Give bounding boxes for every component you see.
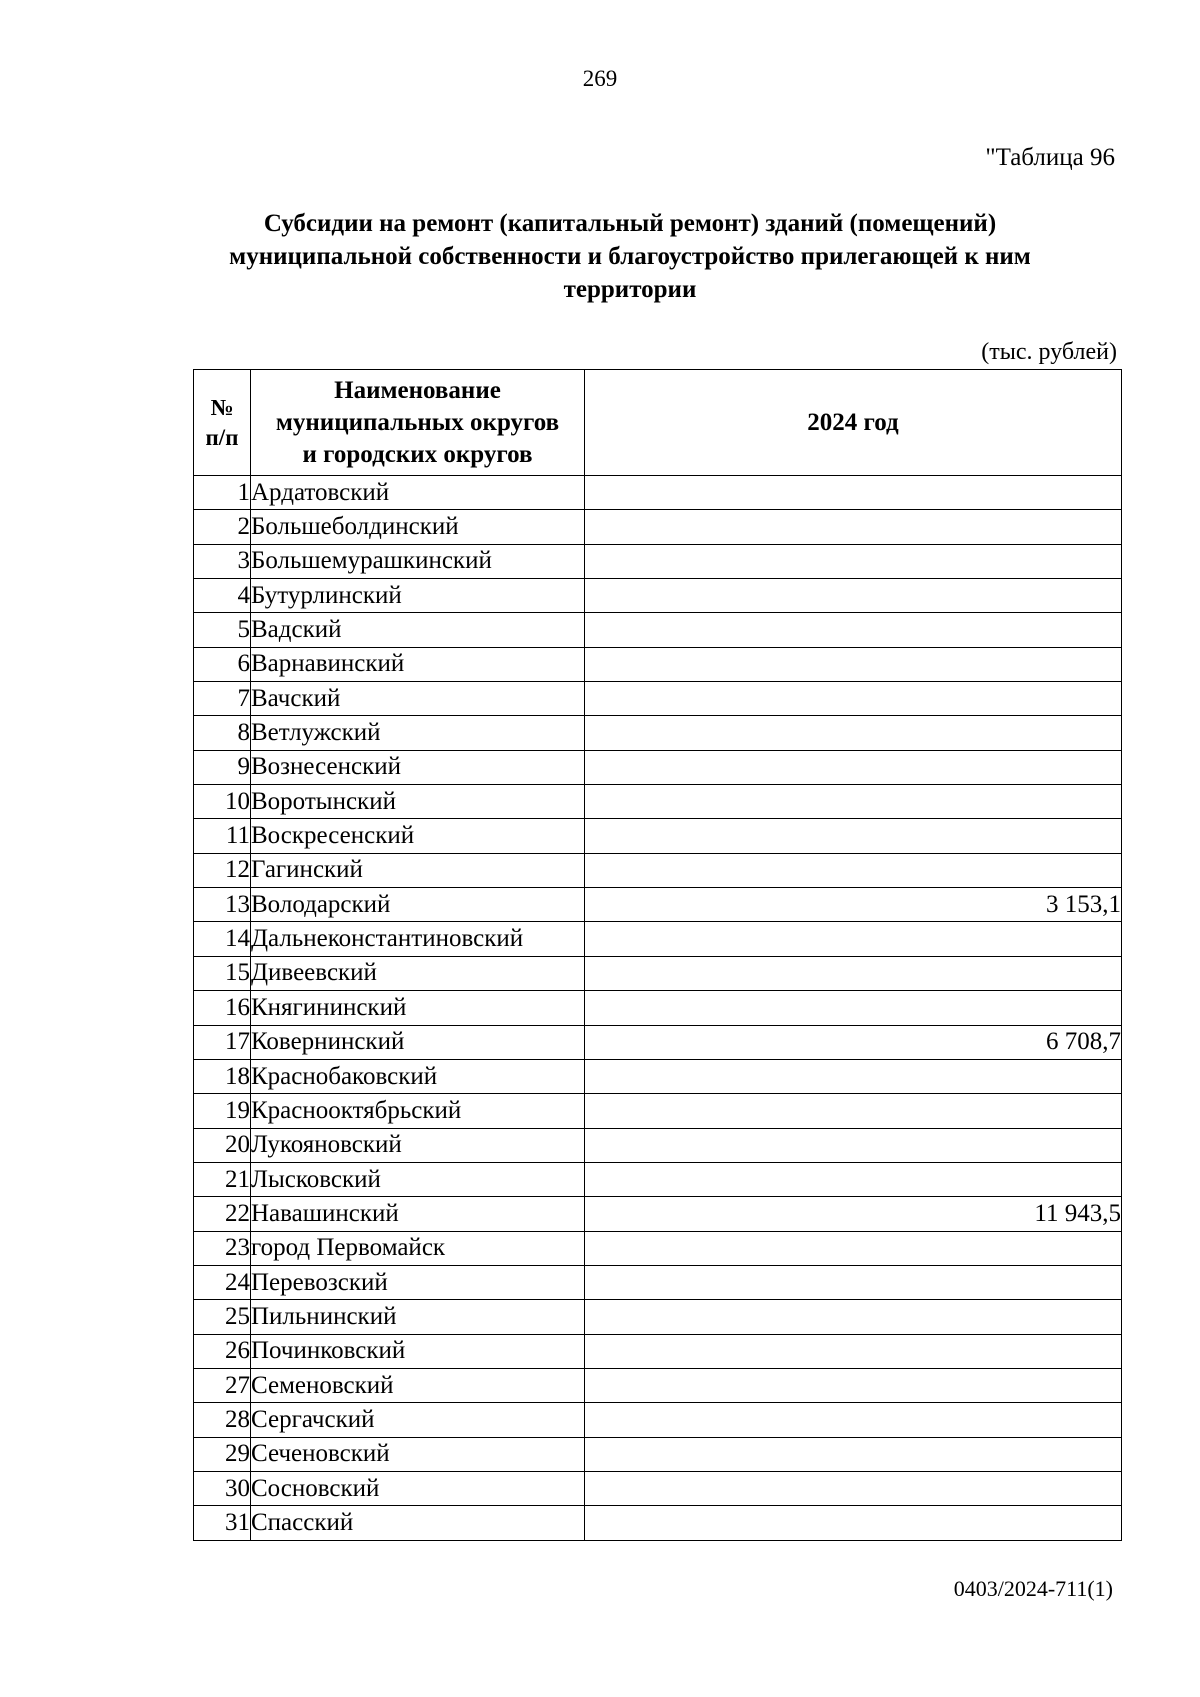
row-number: 20: [194, 1128, 251, 1162]
row-value: [585, 716, 1122, 750]
row-number: 25: [194, 1300, 251, 1334]
row-name: Вознесенский: [251, 750, 585, 784]
table-row: [194, 1059, 1122, 1093]
row-name: Сеченовский: [251, 1437, 585, 1471]
table-row: [194, 956, 1122, 990]
row-name: Семеновский: [251, 1368, 585, 1402]
subsidies-table: [193, 369, 1122, 1541]
row-value: [585, 682, 1122, 716]
row-number: 16: [194, 991, 251, 1025]
row-name: Навашинский: [251, 1197, 585, 1231]
row-value: [585, 1471, 1122, 1505]
table-row: [194, 1128, 1122, 1162]
row-name: Воротынский: [251, 785, 585, 819]
row-value: [585, 991, 1122, 1025]
header-name-line-1: Наименование: [334, 376, 501, 404]
row-number: 19: [194, 1094, 251, 1128]
row-value: [585, 922, 1122, 956]
row-value: [585, 1162, 1122, 1196]
header-number-line-1: №: [210, 394, 234, 420]
row-name: Княгининский: [251, 991, 585, 1025]
header-number-line-2: п/п: [205, 424, 239, 450]
table-row: [194, 647, 1122, 681]
row-value: [585, 579, 1122, 613]
row-number: 14: [194, 922, 251, 956]
title-line-3: территории: [563, 276, 697, 303]
header-number: [194, 370, 251, 476]
row-value: [585, 750, 1122, 784]
header-name-line-2: муниципальных округов: [275, 408, 560, 436]
table-row: [194, 1334, 1122, 1368]
row-name: Починковский: [251, 1334, 585, 1368]
row-name: Дивеевский: [251, 956, 585, 990]
row-number: 3: [194, 544, 251, 578]
table-row: [194, 750, 1122, 784]
row-value: [585, 819, 1122, 853]
document-title: [140, 207, 1120, 306]
table-row: [194, 888, 1122, 922]
row-number: 12: [194, 853, 251, 887]
row-value: [585, 956, 1122, 990]
row-name: Володарский: [251, 888, 585, 922]
table-row: [194, 1300, 1122, 1334]
row-value: [585, 1231, 1122, 1265]
table-caption: "Таблица 96: [985, 144, 1115, 171]
table-row: [194, 819, 1122, 853]
row-name: город Первомайск: [251, 1231, 585, 1265]
row-number: 5: [194, 613, 251, 647]
page-number: 269: [582, 66, 618, 91]
table-row: [194, 1231, 1122, 1265]
table-row: [194, 991, 1122, 1025]
row-number: 29: [194, 1437, 251, 1471]
row-name: Гагинский: [251, 853, 585, 887]
row-number: 18: [194, 1059, 251, 1093]
table-row: [194, 922, 1122, 956]
table-row: [194, 716, 1122, 750]
row-name: Спасский: [251, 1506, 585, 1540]
row-value: [585, 647, 1122, 681]
row-value: [585, 853, 1122, 887]
row-number: 8: [194, 716, 251, 750]
row-number: 24: [194, 1265, 251, 1299]
row-name: Ковернинский: [251, 1025, 585, 1059]
row-number: 7: [194, 682, 251, 716]
row-number: 9: [194, 750, 251, 784]
row-value: [585, 1265, 1122, 1299]
row-value: [585, 1334, 1122, 1368]
row-number: 11: [194, 819, 251, 853]
row-value: 11 943,5: [585, 1197, 1122, 1231]
row-name: Перевозский: [251, 1265, 585, 1299]
row-value: [585, 544, 1122, 578]
table-row: [194, 853, 1122, 887]
row-name: Вадский: [251, 613, 585, 647]
row-value: [585, 510, 1122, 544]
units-label: (тыс. рублей): [981, 339, 1117, 365]
title-line-1: Субсидии на ремонт (капитальный ремонт) зданий (помещений): [263, 210, 997, 237]
table-row: [194, 476, 1122, 510]
table-row: [194, 682, 1122, 716]
table-row: [194, 1368, 1122, 1402]
row-value: [585, 476, 1122, 510]
row-name: Краснобаковский: [251, 1059, 585, 1093]
table-row: [194, 1197, 1122, 1231]
row-name: Лукояновский: [251, 1128, 585, 1162]
table-header-row: [194, 370, 1122, 476]
row-number: 22: [194, 1197, 251, 1231]
table-row: [194, 1403, 1122, 1437]
row-name: Большеболдинский: [251, 510, 585, 544]
table-row: [194, 1162, 1122, 1196]
row-name: Лысковский: [251, 1162, 585, 1196]
row-value: [585, 1506, 1122, 1540]
title-line-2: муниципальной собственности и благоустройство прилегающей к ним: [229, 243, 1031, 270]
table-row: [194, 1437, 1122, 1471]
header-name: [251, 370, 585, 476]
document-code: 0403/2024-711(1): [953, 1576, 1113, 1601]
row-name: Воскресенский: [251, 819, 585, 853]
row-value: [585, 1128, 1122, 1162]
table-row: [194, 1025, 1122, 1059]
row-number: 4: [194, 579, 251, 613]
table-body: [194, 476, 1122, 1541]
row-number: 26: [194, 1334, 251, 1368]
table-row: [194, 1265, 1122, 1299]
row-name: Бутурлинский: [251, 579, 585, 613]
row-number: 30: [194, 1471, 251, 1505]
row-number: 31: [194, 1506, 251, 1540]
table-row: [194, 1471, 1122, 1505]
row-number: 23: [194, 1231, 251, 1265]
row-value: [585, 1368, 1122, 1402]
row-number: 27: [194, 1368, 251, 1402]
row-value: [585, 1437, 1122, 1471]
row-name: Ардатовский: [251, 476, 585, 510]
row-value: [585, 1403, 1122, 1437]
row-number: 17: [194, 1025, 251, 1059]
table-row: [194, 579, 1122, 613]
header-year: 2024 год: [585, 370, 1122, 476]
row-number: 1: [194, 476, 251, 510]
table-row: [194, 1506, 1122, 1540]
row-number: 6: [194, 647, 251, 681]
row-name: Вачский: [251, 682, 585, 716]
row-name: Большемурашкинский: [251, 544, 585, 578]
row-number: 13: [194, 888, 251, 922]
row-value: [585, 1300, 1122, 1334]
row-value: [585, 1059, 1122, 1093]
row-value: [585, 613, 1122, 647]
table-row: [194, 510, 1122, 544]
row-number: 28: [194, 1403, 251, 1437]
row-value: 3 153,1: [585, 888, 1122, 922]
header-name-line-3: и городских округов: [302, 440, 533, 468]
row-number: 10: [194, 785, 251, 819]
row-name: Пильнинский: [251, 1300, 585, 1334]
row-value: [585, 785, 1122, 819]
table-row: [194, 1094, 1122, 1128]
table-row: [194, 613, 1122, 647]
row-name: Сергачский: [251, 1403, 585, 1437]
row-value: [585, 1094, 1122, 1128]
row-value: 6 708,7: [585, 1025, 1122, 1059]
row-name: Дальнеконстантиновский: [251, 922, 585, 956]
row-number: 15: [194, 956, 251, 990]
table-row: [194, 785, 1122, 819]
row-name: Варнавинский: [251, 647, 585, 681]
row-number: 21: [194, 1162, 251, 1196]
row-name: Краснооктябрьский: [251, 1094, 585, 1128]
table-row: [194, 544, 1122, 578]
row-name: Сосновский: [251, 1471, 585, 1505]
row-number: 2: [194, 510, 251, 544]
row-name: Ветлужский: [251, 716, 585, 750]
